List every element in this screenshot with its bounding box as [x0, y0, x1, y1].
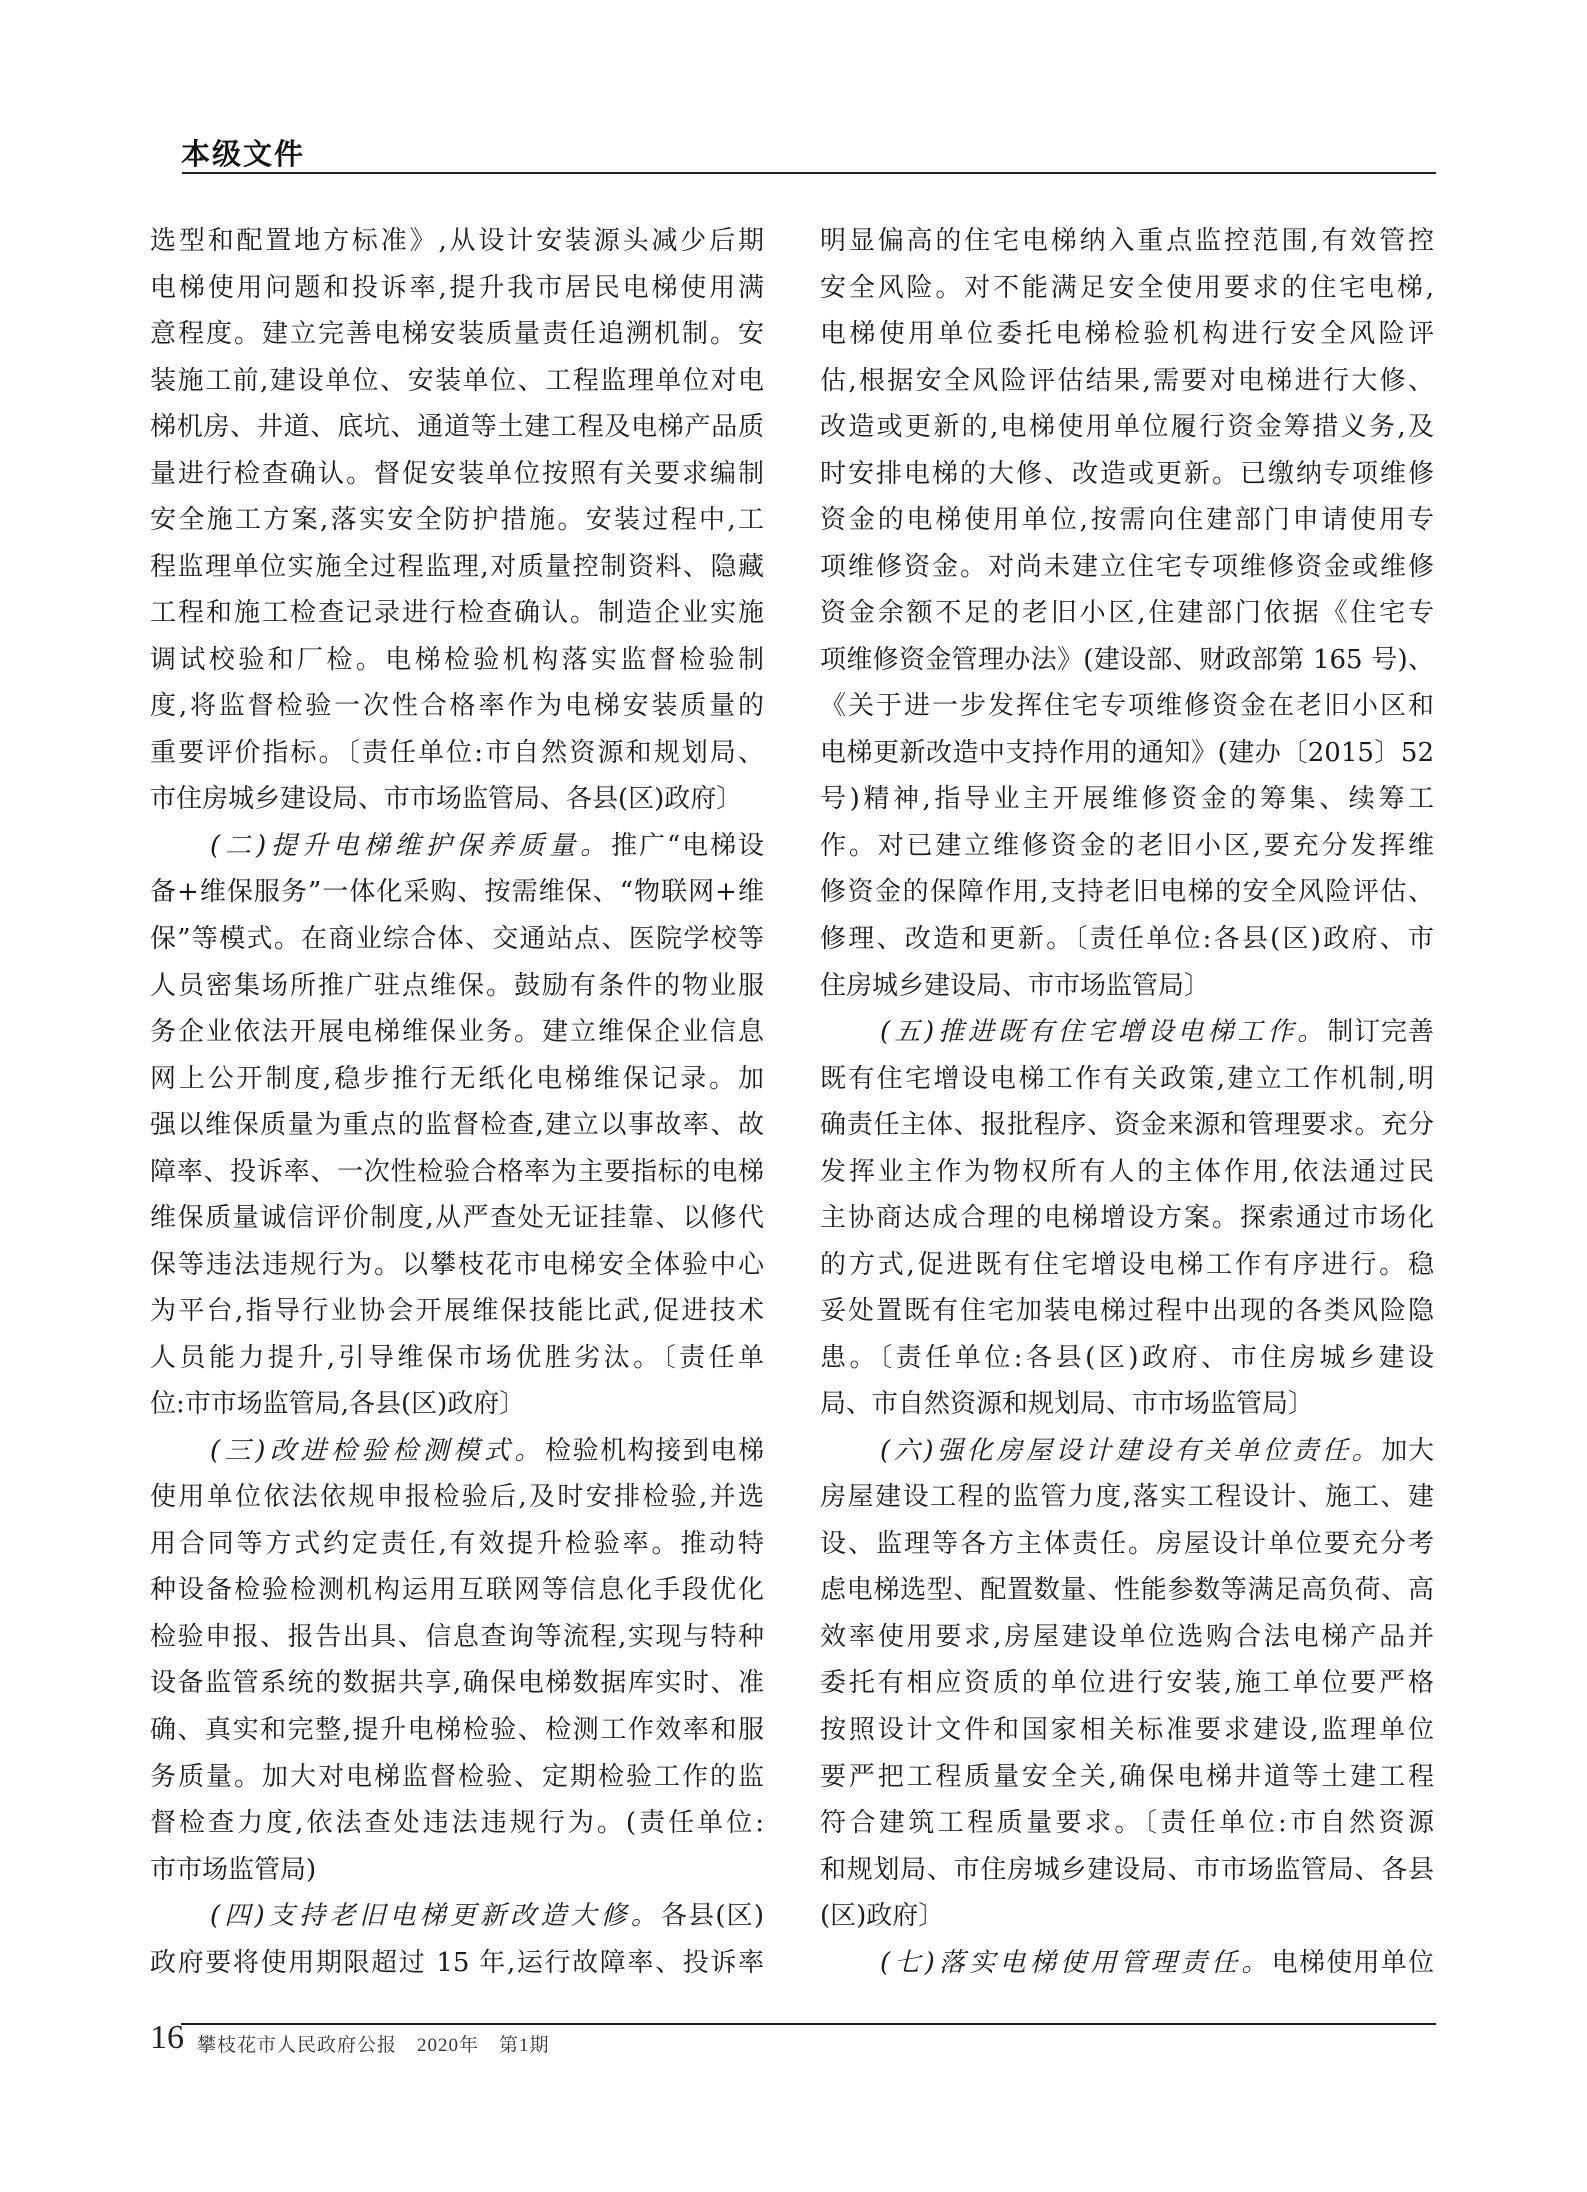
text-line	[820, 1335, 1434, 1382]
text-line	[150, 1754, 764, 1801]
line-text: 按照设计文件和国家相关标准要求建设,监理单位	[820, 1715, 1434, 1745]
line-text: 检验机构接到电梯	[545, 1435, 764, 1466]
text-line	[150, 1660, 764, 1707]
text-line	[150, 730, 764, 777]
text-line	[820, 1149, 1434, 1196]
line-text: 时安排电梯的大修、改造或更新。已缴纳专项维修	[820, 458, 1434, 489]
text-line	[820, 1056, 1434, 1103]
line-text: 量进行检查确认。督促安装单位按照有关要求编制	[150, 458, 764, 489]
line-text: 虑电梯选型、配置数量、性能参数等满足高负荷、高	[820, 1575, 1434, 1606]
text-line	[820, 963, 1434, 1010]
text-line	[150, 265, 764, 312]
text-line	[150, 1009, 764, 1056]
line-text: 电梯使用单位委托电梯检验机构进行安全风险评	[820, 319, 1434, 350]
text-line	[150, 1940, 764, 1987]
text-line	[150, 590, 764, 637]
line-text: 装施工前,建设单位、安装单位、工程监理单位对电	[150, 365, 764, 396]
text-line	[150, 776, 764, 823]
text-line	[820, 1102, 1434, 1149]
line-text: 项维修资金。对尚未建立住宅专项维修资金或维修	[820, 551, 1434, 582]
line-text: 制订完善	[1327, 1017, 1434, 1048]
text-line	[150, 683, 764, 730]
line-text: 局、市自然资源和规划局、市市场监管局〕	[820, 1389, 1315, 1420]
text-line	[820, 590, 1434, 637]
line-text: 改造或更新的,电梯使用单位履行资金筹措义务,及	[820, 412, 1434, 443]
line-text: 要严把工程质量安全关,确保电梯井道等土建工程	[820, 1761, 1434, 1792]
line-text: 电梯更新改造中支持作用的通知》(建办〔2015〕52	[820, 737, 1434, 768]
line-text: 和规划局、市住房城乡建设局、市市场监管局、各县	[820, 1854, 1434, 1885]
line-text: 明显偏高的住宅电梯纳入重点监控范围,有效管控	[820, 226, 1434, 256]
text-line	[820, 869, 1434, 916]
text-line	[820, 1474, 1434, 1521]
section-heading-line	[150, 1428, 764, 1475]
line-text: 备+维保服务”一体化采购、按需维保、“物联网+维	[150, 877, 764, 908]
text-line	[150, 218, 764, 265]
section-heading: (四)支持老旧电梯更新改造大修。	[210, 1901, 662, 1932]
line-text: 修理、改造和更新。〔责任单位:各县(区)政府、市	[820, 923, 1434, 954]
line-text: 加大	[1381, 1435, 1434, 1466]
text-line	[820, 265, 1434, 312]
line-text: 妥处置既有住宅加装电梯过程中出现的各类风险隐	[820, 1296, 1434, 1327]
text-line	[150, 1567, 764, 1614]
text-line	[150, 451, 764, 498]
line-text: 梯机房、井道、底坑、通道等土建工程及电梯产品质	[150, 412, 764, 443]
line-text: 选型和配置地方标准》,从设计安装源头减少后期	[150, 226, 764, 256]
text-line	[150, 637, 764, 684]
line-text: 使用单位依法依规申报检验后,及时安排检验,并选	[150, 1482, 764, 1513]
text-line	[150, 404, 764, 451]
text-line	[820, 1707, 1434, 1754]
line-text: 住房城乡建设局、市市场监管局〕	[820, 970, 1211, 1001]
line-text: 位:市市场监管局,各县(区)政府〕	[150, 1389, 526, 1420]
text-line	[150, 963, 764, 1010]
section-heading: (五)推进既有住宅增设电梯工作。	[880, 1017, 1328, 1048]
line-text: 保等违法违规行为。以攀枝花市电梯安全体验中心	[150, 1249, 764, 1280]
text-line	[820, 1614, 1434, 1661]
text-line	[820, 1288, 1434, 1335]
line-text: 督检查力度,依法查处违法违规行为。(责任单位:	[150, 1808, 764, 1839]
line-text: 项维修资金管理办法》(建设部、财政部第 165 号)、	[820, 644, 1434, 675]
section-heading: (二)提升电梯维护保养质量。	[210, 830, 612, 861]
line-text: 强以维保质量为重点的监督检查,建立以事故率、故	[150, 1110, 764, 1141]
section-heading-line	[820, 1940, 1434, 1987]
line-text: 号)精神,指导业主开展维修资金的筹集、续筹工	[820, 784, 1434, 815]
section-heading: (三)改进检验检测模式。	[210, 1435, 546, 1466]
section-title: 本级文件	[181, 137, 306, 171]
text-line	[820, 1754, 1434, 1801]
text-line	[820, 1381, 1434, 1428]
footer-rule	[181, 2023, 1436, 2025]
line-text: 的方式,促进既有住宅增设电梯工作有序进行。稳	[820, 1249, 1434, 1280]
text-line	[820, 730, 1434, 777]
text-line	[150, 1195, 764, 1242]
line-text: 安全风险。对不能满足安全使用要求的住宅电梯,	[820, 272, 1434, 303]
text-line	[150, 1242, 764, 1289]
line-text: 维保质量诚信评价制度,从严查处无证挂靠、以修代	[150, 1203, 764, 1234]
line-text: 推广“电梯设	[611, 830, 764, 861]
line-text: 修资金的保障作用,支持老旧电梯的安全风险评估、	[820, 877, 1434, 908]
text-line	[820, 637, 1434, 684]
line-text: 符合建筑工程质量要求。〔责任单位:市自然资源	[820, 1808, 1434, 1839]
line-text: 确、真实和完整,提升电梯检验、检测工作效率和服	[150, 1715, 764, 1745]
line-text: 程监理单位实施全过程监理,对质量控制资料、隐藏	[150, 551, 764, 582]
text-line	[820, 497, 1434, 544]
line-text: 安全施工方案,落实安全防护措施。安装过程中,工	[150, 505, 764, 536]
line-text: 资金的电梯使用单位,按需向住建部门申请使用专	[820, 505, 1434, 536]
text-line	[150, 1056, 764, 1103]
line-text: 为平台,指导行业协会开展维保技能比武,促进技术	[150, 1296, 764, 1327]
text-line	[820, 451, 1434, 498]
text-line	[820, 1893, 1434, 1940]
text-line	[150, 869, 764, 916]
line-text: 发挥业主作为物权所有人的主体作用,依法通过民	[820, 1156, 1434, 1187]
line-text: 资金余额不足的老旧小区,住建部门依据《住宅专	[820, 598, 1434, 629]
line-text: 用合同等方式约定责任,有效提升检验率。推动特	[150, 1528, 764, 1559]
line-text: 既有住宅增设电梯工作有关政策,建立工作机制,明	[820, 1063, 1434, 1094]
text-line	[150, 1474, 764, 1521]
text-line	[150, 1847, 764, 1894]
line-text: 意程度。建立完善电梯安装质量责任追溯机制。安	[150, 319, 764, 350]
page-number: 16	[150, 2019, 184, 2056]
line-text: 种设备检验检测机构运用互联网等信息化手段优化	[150, 1575, 764, 1606]
line-text: 电梯使用单位	[1271, 1947, 1434, 1978]
line-text: 检验申报、报告出具、信息查询等流程,实现与特种	[150, 1621, 764, 1652]
left-column	[150, 218, 764, 1986]
section-heading-line	[820, 1009, 1434, 1056]
section-heading-line	[820, 1428, 1434, 1475]
line-text: 网上公开制度,稳步推行无纸化电梯维保记录。加	[150, 1063, 764, 1094]
line-text: 重要评价指标。〔责任单位:市自然资源和规划局、	[150, 737, 764, 768]
line-text: 务企业依法开展电梯维保业务。建立维保企业信息	[150, 1017, 764, 1048]
line-text: 度,将监督检验一次性合格率作为电梯安装质量的	[150, 691, 764, 722]
line-text: 人员能力提升,引导维保市场优胜劣汰。〔责任单	[150, 1342, 764, 1373]
section-heading-line	[150, 823, 764, 870]
line-text: 委托有相应资质的单位进行安装,施工单位要严格	[820, 1668, 1434, 1699]
text-line	[820, 1660, 1434, 1707]
text-line	[150, 1288, 764, 1335]
text-line	[150, 311, 764, 358]
text-line	[150, 916, 764, 963]
line-text: 务质量。加大对电梯监督检验、定期检验工作的监	[150, 1761, 764, 1792]
text-line	[150, 1614, 764, 1661]
text-line	[820, 776, 1434, 823]
line-text: 保”等模式。在商业综合体、交通站点、医院学校等	[150, 923, 764, 954]
text-line	[150, 1102, 764, 1149]
section-heading: (六)强化房屋设计建设有关单位责任。	[880, 1435, 1382, 1466]
line-text: 《关于进一步发挥住宅专项维修资金在老旧小区和	[820, 691, 1434, 722]
header-rule	[182, 172, 1436, 174]
line-text: 估,根据安全风险评估结果,需要对电梯进行大修、	[820, 365, 1434, 396]
text-line	[150, 1381, 764, 1428]
line-text: 主协商达成合理的电梯增设方案。探索通过市场化	[820, 1203, 1434, 1234]
text-line	[820, 1195, 1434, 1242]
text-line	[820, 358, 1434, 405]
line-text: 人员密集场所推广驻点维保。鼓励有条件的物业服	[150, 970, 764, 1001]
line-text: 市住房城乡建设局、市市场监管局、各县(区)政府〕	[150, 784, 743, 815]
text-line	[820, 1800, 1434, 1847]
text-line	[820, 916, 1434, 963]
line-text: (区)政府〕	[820, 1901, 945, 1932]
publication-info: 攀枝花市人民政府公报 2020年 第1期	[197, 2035, 550, 2056]
text-line	[820, 683, 1434, 730]
text-line	[820, 823, 1434, 870]
line-text: 电梯使用问题和投诉率,提升我市居民电梯使用满	[150, 272, 764, 303]
line-text: 市市场监管局)	[150, 1854, 317, 1885]
text-line	[150, 1149, 764, 1196]
text-line	[820, 218, 1434, 265]
text-line	[150, 358, 764, 405]
text-line	[820, 1521, 1434, 1568]
line-text: 效率使用要求,房屋建设单位选购合法电梯产品并	[820, 1621, 1434, 1652]
line-text: 患。〔责任单位:各县(区)政府、市住房城乡建设	[820, 1342, 1434, 1373]
text-line	[150, 1707, 764, 1754]
text-line	[820, 1847, 1434, 1894]
text-line	[150, 497, 764, 544]
text-line	[820, 404, 1434, 451]
line-text: 工程和施工检查记录进行检查确认。制造企业实施	[150, 598, 764, 629]
line-text: 设、监理等各方主体责任。房屋设计单位要充分考	[820, 1528, 1434, 1559]
text-line	[820, 311, 1434, 358]
text-line	[150, 1521, 764, 1568]
text-line	[820, 1567, 1434, 1614]
line-text: 调试校验和厂检。电梯检验机构落实监督检验制	[150, 644, 764, 675]
section-heading-line	[150, 1893, 764, 1940]
line-text: 各县(区)	[661, 1901, 764, 1932]
line-text: 作。对已建立维修资金的老旧小区,要充分发挥维	[820, 830, 1434, 861]
section-heading: (七)落实电梯使用管理责任。	[880, 1947, 1272, 1978]
line-text: 确责任主体、报批程序、资金来源和管理要求。充分	[820, 1110, 1434, 1141]
line-text: 政府要将使用期限超过 15 年,运行故障率、投诉率	[150, 1947, 764, 1978]
text-line	[150, 1800, 764, 1847]
text-line	[150, 544, 764, 591]
line-text: 障率、投诉率、一次性检验合格率为主要指标的电梯	[150, 1156, 764, 1187]
text-line	[820, 1242, 1434, 1289]
text-line	[820, 544, 1434, 591]
line-text: 房屋建设工程的监管力度,落实工程设计、施工、建	[820, 1482, 1434, 1513]
text-line	[150, 1335, 764, 1382]
line-text: 设备监管系统的数据共享,确保电梯数据库实时、准	[150, 1668, 764, 1699]
right-column	[820, 218, 1434, 1986]
